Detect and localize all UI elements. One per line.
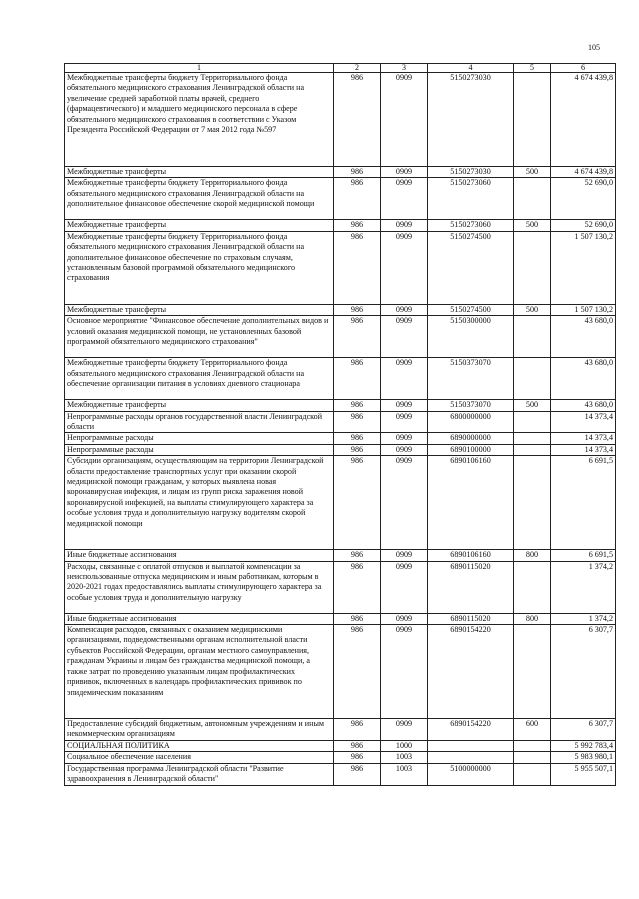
- expense-type-code-cell: 500: [514, 220, 551, 231]
- ministry-code-cell: 986: [334, 400, 381, 411]
- amount-cell: 5 992 783,4: [551, 740, 616, 751]
- header-cell-4: 4: [428, 64, 514, 73]
- expense-type-code-cell: [514, 740, 551, 751]
- section-code-cell: 0909: [381, 719, 428, 741]
- expense-name-cell: Социальное обеспечение населения: [65, 752, 334, 763]
- table-row: [65, 231, 616, 304]
- section-code-cell: 0909: [381, 444, 428, 455]
- section-code-cell: 0909: [381, 220, 428, 231]
- header-cell-3: 3: [381, 64, 428, 73]
- section-code-cell: 0909: [381, 411, 428, 433]
- amount-cell: 5 955 507,1: [551, 763, 616, 785]
- ministry-code-cell: 986: [334, 178, 381, 220]
- section-code-cell: 0909: [381, 550, 428, 561]
- section-code-cell: 0909: [381, 304, 428, 315]
- ministry-code-cell: 986: [334, 411, 381, 433]
- ministry-code-cell: 986: [334, 719, 381, 741]
- section-code-cell: 0909: [381, 400, 428, 411]
- expense-type-code-cell: 500: [514, 400, 551, 411]
- ministry-code-cell: 986: [334, 316, 381, 358]
- table-row: [65, 444, 616, 455]
- expense-type-code-cell: [514, 411, 551, 433]
- table-row: [65, 358, 616, 400]
- ministry-code-cell: 986: [334, 456, 381, 550]
- target-article-code-cell: 5100000000: [428, 763, 514, 785]
- table-row: [65, 561, 616, 613]
- section-code-cell: 0909: [381, 73, 428, 167]
- expense-name-cell: Государственная программа Ленинградской области "Развитие здравоохранения в Ленинградской области": [65, 763, 334, 785]
- expense-type-code-cell: 800: [514, 550, 551, 561]
- expense-name-cell: Компенсация расходов, связанных с оказанием медицинскими организациями, подведомственными органам исполнительной власти субъектов Российской Федерации, органам местного самоуправления, гражданам Украины и лицам без гражданства медицинской помощи, а также затрат по проведению указанным лицам профилактических прививок, включенных в календарь профилактических прививок по эпидемическим показаниям: [65, 625, 334, 719]
- ministry-code-cell: 986: [334, 358, 381, 400]
- expense-name-cell: Расходы, связанные с оплатой отпусков и выплатой компенсации за неиспользованные отпуска медицинским и иным работникам, которым в 2020-2021 годах предоставлялись выплаты стимулирующего характера за особые условия труда и дополнительную нагрузку: [65, 561, 334, 613]
- section-code-cell: 1000: [381, 740, 428, 751]
- section-code-cell: 0909: [381, 316, 428, 358]
- section-code-cell: 0909: [381, 433, 428, 444]
- expense-type-code-cell: [514, 433, 551, 444]
- ministry-code-cell: 986: [334, 220, 381, 231]
- expense-name-cell: Основное мероприятие "Финансовое обеспечение дополнительных видов и условий оказания медицинской помощи, не установленных базовой программой обязательного медицинского страхования": [65, 316, 334, 358]
- section-code-cell: 1003: [381, 752, 428, 763]
- amount-cell: 5 983 980,1: [551, 752, 616, 763]
- section-code-cell: 0909: [381, 178, 428, 220]
- expense-type-code-cell: [514, 561, 551, 613]
- expense-type-code-cell: [514, 752, 551, 763]
- ministry-code-cell: 986: [334, 561, 381, 613]
- target-article-code-cell: 5150373070: [428, 358, 514, 400]
- amount-cell: 4 674 439,8: [551, 73, 616, 167]
- expense-name-cell: Непрограммные расходы: [65, 433, 334, 444]
- target-article-code-cell: 6890100000: [428, 444, 514, 455]
- table-row: [65, 178, 616, 220]
- expense-type-code-cell: [514, 625, 551, 719]
- target-article-code-cell: [428, 740, 514, 751]
- table-row: [65, 613, 616, 624]
- amount-cell: 4 674 439,8: [551, 167, 616, 178]
- expense-name-cell: Непрограммные расходы органов государственной власти Ленинградской области: [65, 411, 334, 433]
- table-row: [65, 456, 616, 550]
- ministry-code-cell: 986: [334, 304, 381, 315]
- amount-cell: 1 507 130,2: [551, 231, 616, 304]
- expense-name-cell: Субсидии организациям, осуществляющим на территории Ленинградской области предоставление транспортных услуг при оказании скорой медицинской помощи гражданам, у которых выявлена новая коронавирусная инфекция, и лицам из групп риска заражения новой коронавирусной инфекцией, на выплаты стимулирующего характера за особые условия труда и дополнительную нагрузку водителям скорой медицинской помощи: [65, 456, 334, 550]
- target-article-code-cell: 5150273030: [428, 167, 514, 178]
- section-code-cell: 0909: [381, 358, 428, 400]
- ministry-code-cell: 986: [334, 433, 381, 444]
- table-row: [65, 752, 616, 763]
- section-code-cell: 0909: [381, 167, 428, 178]
- expense-type-code-cell: 500: [514, 304, 551, 315]
- expense-type-code-cell: [514, 316, 551, 358]
- expense-name-cell: Иные бюджетные ассигнования: [65, 613, 334, 624]
- table-row: [65, 550, 616, 561]
- amount-cell: 6 691,5: [551, 456, 616, 550]
- ministry-code-cell: 986: [334, 231, 381, 304]
- expense-type-code-cell: 800: [514, 613, 551, 624]
- expense-type-code-cell: [514, 358, 551, 400]
- target-article-code-cell: 6890000000: [428, 433, 514, 444]
- expense-type-code-cell: [514, 763, 551, 785]
- amount-cell: 43 680,0: [551, 400, 616, 411]
- budget-table-body: [65, 64, 616, 786]
- ministry-code-cell: 986: [334, 752, 381, 763]
- section-code-cell: 0909: [381, 625, 428, 719]
- target-article-code-cell: 5150273060: [428, 178, 514, 220]
- table-row: [65, 400, 616, 411]
- expense-name-cell: Межбюджетные трансферты бюджету Территориального фонда обязательного медицинского страхования Ленинградской области на увеличение средней заработной платы врачей, среднего (фармацевтического) и младшего медицинского персонала в сфере обязательного медицинского страхования в соответствии с Указом Президента Российской Федерации от 7 мая 2012 года №597: [65, 73, 334, 167]
- ministry-code-cell: 986: [334, 625, 381, 719]
- header-cell-2: 2: [334, 64, 381, 73]
- expense-type-code-cell: [514, 456, 551, 550]
- table-row: [65, 167, 616, 178]
- header-cell-5: 5: [514, 64, 551, 73]
- section-code-cell: 0909: [381, 613, 428, 624]
- expense-name-cell: Межбюджетные трансферты бюджету Территориального фонда обязательного медицинского страхования Ленинградской области на дополнительное финансовое обеспечение скорой медицинской помощи: [65, 178, 334, 220]
- expense-type-code-cell: [514, 73, 551, 167]
- expense-name-cell: Иные бюджетные ассигнования: [65, 550, 334, 561]
- table-row: [65, 740, 616, 751]
- table-row: [65, 411, 616, 433]
- amount-cell: 6 307,7: [551, 719, 616, 741]
- target-article-code-cell: 5150273060: [428, 220, 514, 231]
- target-article-code-cell: 6890154220: [428, 625, 514, 719]
- expense-name-cell: Межбюджетные трансферты: [65, 220, 334, 231]
- expense-name-cell: Межбюджетные трансферты: [65, 304, 334, 315]
- target-article-code-cell: 6800000000: [428, 411, 514, 433]
- expense-type-code-cell: [514, 178, 551, 220]
- page-number: 105: [588, 43, 600, 52]
- target-article-code-cell: 6890106160: [428, 456, 514, 550]
- section-code-cell: 0909: [381, 456, 428, 550]
- amount-cell: 52 690,0: [551, 178, 616, 220]
- target-article-code-cell: 5150274500: [428, 231, 514, 304]
- table-row: [65, 304, 616, 315]
- target-article-code-cell: 6890115020: [428, 561, 514, 613]
- table-row: [65, 763, 616, 785]
- amount-cell: 14 373,4: [551, 433, 616, 444]
- target-article-code-cell: 6890115020: [428, 613, 514, 624]
- ministry-code-cell: 986: [334, 613, 381, 624]
- ministry-code-cell: 986: [334, 167, 381, 178]
- expense-name-cell: Межбюджетные трансферты бюджету Территориального фонда обязательного медицинского страхования Ленинградской области на обеспечение организации питания в условиях дневного стационара: [65, 358, 334, 400]
- table-row: [65, 316, 616, 358]
- table-row: [65, 719, 616, 741]
- table-row: [65, 625, 616, 719]
- amount-cell: 1 374,2: [551, 561, 616, 613]
- expense-name-cell: Непрограммные расходы: [65, 444, 334, 455]
- header-cell-6: 6: [551, 64, 616, 73]
- target-article-code-cell: 5150300000: [428, 316, 514, 358]
- target-article-code-cell: 5150373070: [428, 400, 514, 411]
- expense-name-cell: Межбюджетные трансферты бюджету Территориального фонда обязательного медицинского страхования Ленинградской области на дополнительное финансовое обеспечение по страховым случаям, установленным базовой программой обязательного медицинского страхования: [65, 231, 334, 304]
- expense-name-cell: Межбюджетные трансферты: [65, 167, 334, 178]
- expense-type-code-cell: [514, 231, 551, 304]
- target-article-code-cell: 5150274500: [428, 304, 514, 315]
- amount-cell: 6 691,5: [551, 550, 616, 561]
- ministry-code-cell: 986: [334, 550, 381, 561]
- target-article-code-cell: [428, 752, 514, 763]
- section-code-cell: 0909: [381, 561, 428, 613]
- table-row: [65, 220, 616, 231]
- expense-type-code-cell: [514, 444, 551, 455]
- amount-cell: 43 680,0: [551, 358, 616, 400]
- table-row: [65, 73, 616, 167]
- ministry-code-cell: 986: [334, 444, 381, 455]
- expense-name-cell: Межбюджетные трансферты: [65, 400, 334, 411]
- table-row: [65, 433, 616, 444]
- target-article-code-cell: 6890106160: [428, 550, 514, 561]
- section-code-cell: 0909: [381, 231, 428, 304]
- amount-cell: 6 307,7: [551, 625, 616, 719]
- ministry-code-cell: 986: [334, 763, 381, 785]
- header-row: [65, 64, 616, 73]
- amount-cell: 14 373,4: [551, 411, 616, 433]
- budget-table: [64, 63, 616, 786]
- expense-name-cell: СОЦИАЛЬНАЯ ПОЛИТИКА: [65, 740, 334, 751]
- header-cell-1: 1: [65, 64, 334, 73]
- ministry-code-cell: 986: [334, 740, 381, 751]
- amount-cell: 52 690,0: [551, 220, 616, 231]
- expense-type-code-cell: 600: [514, 719, 551, 741]
- amount-cell: 1 374,2: [551, 613, 616, 624]
- amount-cell: 1 507 130,2: [551, 304, 616, 315]
- ministry-code-cell: 986: [334, 73, 381, 167]
- section-code-cell: 1003: [381, 763, 428, 785]
- expense-name-cell: Предоставление субсидий бюджетным, автономным учреждениям и иным некоммерческим организациям: [65, 719, 334, 741]
- target-article-code-cell: 5150273030: [428, 73, 514, 167]
- target-article-code-cell: 6890154220: [428, 719, 514, 741]
- amount-cell: 14 373,4: [551, 444, 616, 455]
- expense-type-code-cell: 500: [514, 167, 551, 178]
- amount-cell: 43 680,0: [551, 316, 616, 358]
